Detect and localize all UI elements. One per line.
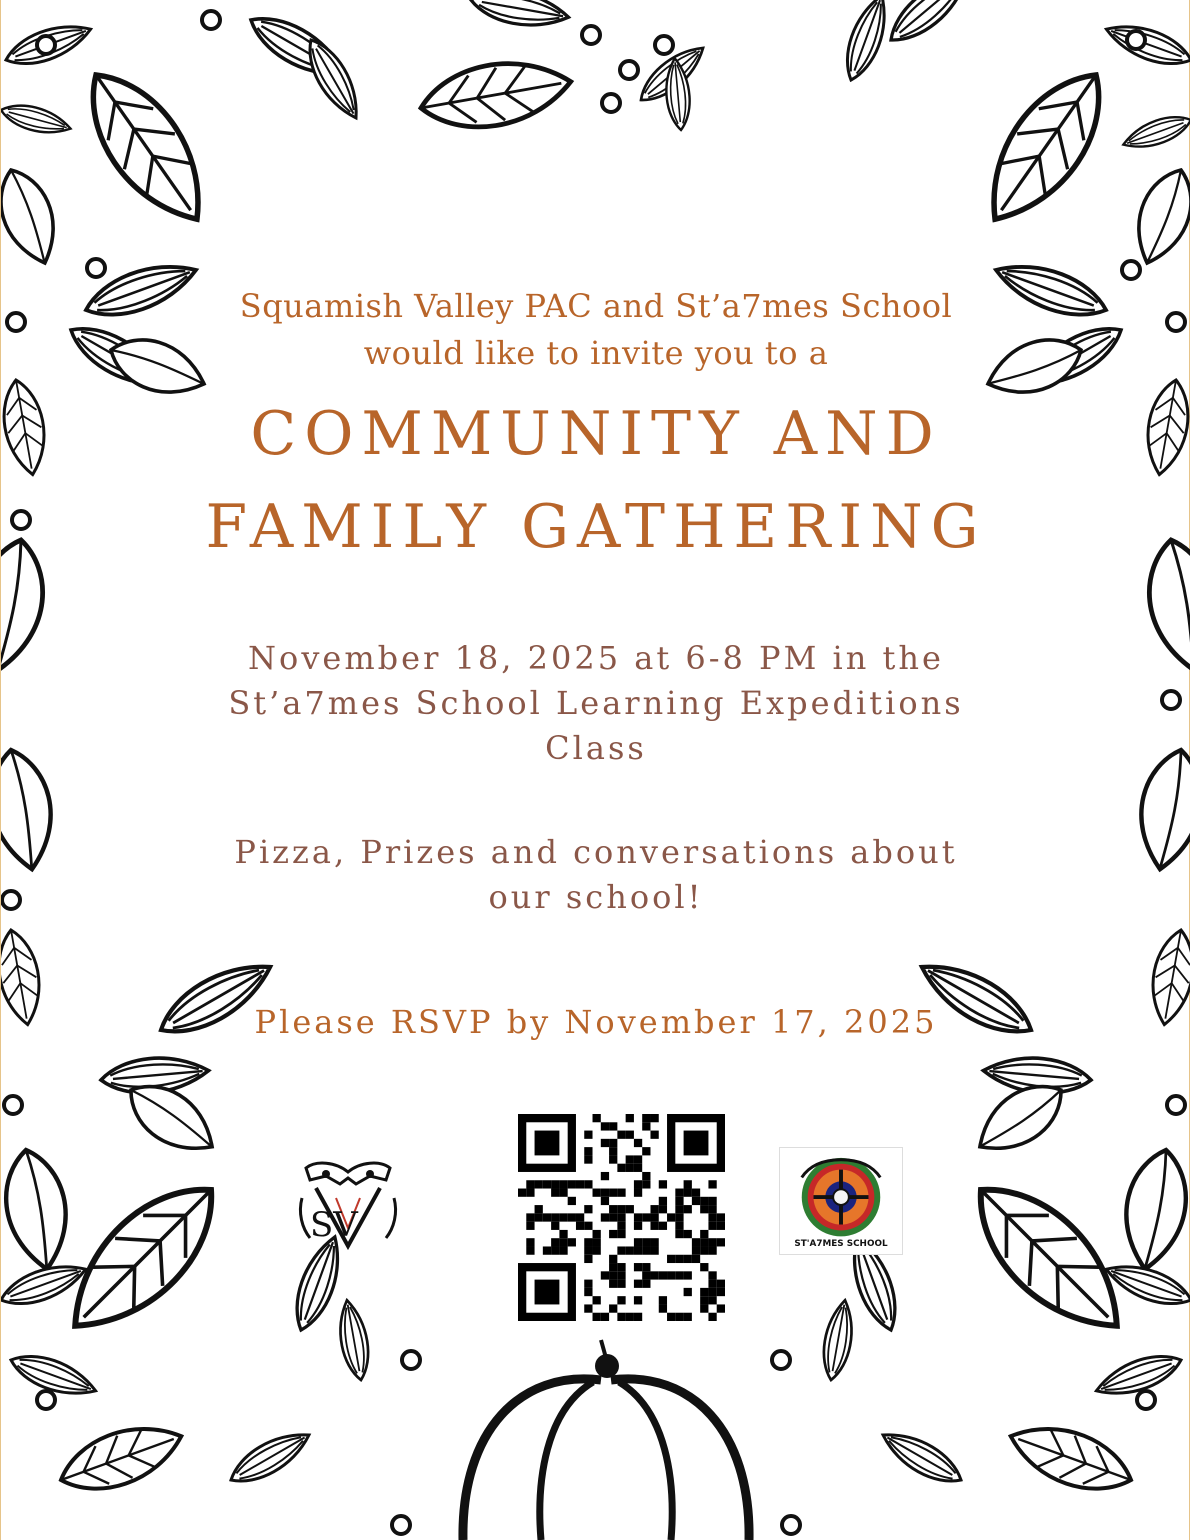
pac-logo (296, 1158, 400, 1250)
qr-module (659, 1271, 667, 1279)
intro-line-2: would like to invite you to a (363, 334, 829, 372)
qr-module (593, 1114, 601, 1122)
qr-module (626, 1155, 634, 1163)
qr-code[interactable] (518, 1114, 725, 1321)
qr-module (601, 1197, 609, 1205)
qr-module (568, 1197, 576, 1205)
qr-module (526, 1222, 534, 1230)
qr-module (526, 1189, 534, 1197)
qr-module (642, 1213, 650, 1221)
qr-module (634, 1213, 642, 1221)
qr-module (609, 1255, 617, 1263)
qr-module (634, 1180, 642, 1188)
qr-module (617, 1205, 625, 1213)
qr-module (584, 1205, 592, 1213)
qr-module (584, 1147, 592, 1155)
school-logo-text: ST'A7MES SCHOOL (794, 1239, 888, 1250)
qr-module (708, 1271, 716, 1279)
extras-line-1: Pizza, Prizes and conversations about (234, 833, 958, 871)
qr-module (601, 1172, 609, 1180)
qr-module (626, 1131, 634, 1139)
qr-module (609, 1189, 617, 1197)
qr-module (708, 1313, 716, 1321)
qr-module (559, 1213, 567, 1221)
qr-module (700, 1205, 708, 1213)
qr-module (675, 1197, 683, 1205)
qr-module (584, 1131, 592, 1139)
qr-module (518, 1189, 526, 1197)
qr-module (700, 1288, 708, 1296)
qr-module (584, 1180, 592, 1188)
qr-module (634, 1189, 642, 1197)
qr-module (617, 1222, 625, 1230)
qr-module (617, 1296, 625, 1304)
qr-module (659, 1180, 667, 1188)
qr-module (634, 1280, 642, 1288)
qr-module (650, 1114, 658, 1122)
qr-module (559, 1180, 567, 1188)
qr-module (535, 1213, 543, 1221)
qr-module (609, 1280, 617, 1288)
qr-module (634, 1238, 642, 1246)
details-line-1: November 18, 2025 at 6-8 PM in the (248, 639, 944, 677)
qr-module (659, 1197, 667, 1205)
qr-module (593, 1230, 601, 1238)
qr-module (684, 1230, 692, 1238)
qr-module (617, 1230, 625, 1238)
qr-module (708, 1180, 716, 1188)
qr-module (642, 1180, 650, 1188)
event-title (1, 388, 1190, 574)
title-line-2: FAMILY GATHERING (205, 492, 987, 562)
qr-module (667, 1313, 675, 1321)
qr-module (708, 1205, 716, 1213)
qr-module (684, 1288, 692, 1296)
qr-module (601, 1213, 609, 1221)
qr-module (717, 1304, 725, 1312)
qr-module (684, 1205, 692, 1213)
pumpkin-drawing (463, 1340, 749, 1540)
qr-module (642, 1122, 650, 1130)
qr-module (559, 1246, 567, 1254)
qr-module (700, 1197, 708, 1205)
qr-module (634, 1263, 642, 1271)
qr-module (700, 1246, 708, 1254)
qr-module (708, 1222, 716, 1230)
title-line-1: COMMUNITY AND (250, 399, 942, 469)
qr-module (584, 1288, 592, 1296)
qr-module (601, 1271, 609, 1279)
qr-module (675, 1189, 683, 1197)
qr-module (667, 1213, 675, 1221)
qr-module (642, 1114, 650, 1122)
qr-module (700, 1296, 708, 1304)
qr-module (526, 1238, 534, 1246)
qr-module (717, 1280, 725, 1288)
qr-module (584, 1304, 592, 1312)
qr-module (609, 1122, 617, 1130)
qr-module (675, 1230, 683, 1238)
qr-module (551, 1222, 559, 1230)
qr-module (650, 1222, 658, 1230)
qr-module (700, 1230, 708, 1238)
qr-module (617, 1213, 625, 1221)
qr-module (535, 1180, 543, 1188)
qr-module (543, 1180, 551, 1188)
qr-module (626, 1205, 634, 1213)
qr-module (684, 1180, 692, 1188)
qr-module (626, 1246, 634, 1254)
qr-module (535, 1280, 560, 1305)
school-logo (779, 1147, 903, 1255)
qr-module (551, 1213, 559, 1221)
qr-module (543, 1213, 551, 1221)
qr-module (601, 1139, 609, 1147)
qr-module (634, 1222, 642, 1230)
qr-module (535, 1131, 560, 1156)
qr-module (526, 1180, 534, 1188)
qr-module (642, 1172, 650, 1180)
event-extras (1, 830, 1190, 920)
qr-module (675, 1213, 683, 1221)
qr-module (717, 1222, 725, 1230)
qr-module (609, 1147, 617, 1155)
intro-text (1, 283, 1190, 377)
qr-module (634, 1164, 642, 1172)
qr-module (535, 1205, 543, 1213)
qr-module (659, 1222, 667, 1230)
qr-module (667, 1255, 675, 1263)
qr-module (617, 1189, 625, 1197)
qr-module (659, 1205, 667, 1213)
qr-module (593, 1296, 601, 1304)
qr-module (684, 1131, 709, 1156)
qr-module (642, 1271, 650, 1279)
qr-module (708, 1197, 716, 1205)
qr-module (708, 1296, 716, 1304)
qr-module (692, 1238, 700, 1246)
qr-module (617, 1271, 625, 1279)
qr-module (717, 1238, 725, 1246)
qr-module (551, 1246, 559, 1254)
qr-module (617, 1280, 625, 1288)
qr-module (551, 1238, 559, 1246)
qr-module (634, 1246, 642, 1254)
qr-module (584, 1238, 592, 1246)
qr-module (601, 1313, 609, 1321)
qr-module (593, 1238, 601, 1246)
qr-module (609, 1271, 617, 1279)
qr-module (593, 1189, 601, 1197)
qr-module (634, 1296, 642, 1304)
qr-module (559, 1238, 567, 1246)
qr-module (642, 1280, 650, 1288)
qr-module (708, 1288, 716, 1296)
qr-module (684, 1313, 692, 1321)
qr-module (526, 1246, 534, 1254)
qr-module (601, 1122, 609, 1130)
qr-module (568, 1213, 576, 1221)
qr-module (593, 1313, 601, 1321)
intro-line-1: Squamish Valley PAC and St’a7mes School (239, 287, 953, 325)
qr-module (626, 1313, 634, 1321)
qr-module (708, 1280, 716, 1288)
details-line-3: Class (545, 729, 647, 767)
qr-module (692, 1189, 700, 1197)
qr-module (684, 1255, 692, 1263)
qr-module (700, 1263, 708, 1271)
qr-module (717, 1213, 725, 1221)
qr-module (675, 1271, 683, 1279)
qr-module (650, 1271, 658, 1279)
qr-module (576, 1213, 584, 1221)
qr-module (700, 1304, 708, 1312)
qr-module (667, 1271, 675, 1279)
qr-module (717, 1288, 725, 1296)
qr-module (634, 1139, 642, 1147)
qr-module (692, 1197, 700, 1205)
qr-module (584, 1222, 592, 1230)
qr-module (659, 1296, 667, 1304)
event-details (1, 636, 1190, 771)
qr-module (584, 1255, 592, 1263)
qr-module (576, 1222, 584, 1230)
qr-module (609, 1205, 617, 1213)
qr-module (650, 1131, 658, 1139)
qr-module (584, 1155, 592, 1163)
qr-module (551, 1180, 559, 1188)
qr-module (675, 1255, 683, 1263)
qr-module (692, 1255, 700, 1263)
qr-module (617, 1164, 625, 1172)
qr-module (650, 1246, 658, 1254)
qr-module (642, 1246, 650, 1254)
qr-module (601, 1189, 609, 1197)
qr-module (617, 1313, 625, 1321)
qr-module (626, 1164, 634, 1172)
qr-module (675, 1205, 683, 1213)
qr-module (642, 1238, 650, 1246)
qr-module (708, 1246, 716, 1254)
qr-module (593, 1246, 601, 1254)
qr-module (543, 1246, 551, 1254)
details-line-2: St’a7mes School Learning Expeditions (228, 684, 964, 722)
qr-module (609, 1139, 617, 1147)
extras-line-2: our school! (488, 878, 704, 916)
qr-module (526, 1213, 534, 1221)
qr-module (617, 1131, 625, 1139)
qr-module (617, 1246, 625, 1254)
qr-module (609, 1304, 617, 1312)
qr-module (634, 1155, 642, 1163)
qr-module (609, 1213, 617, 1221)
qr-module (584, 1246, 592, 1254)
qr-module (650, 1213, 658, 1221)
qr-module (692, 1246, 700, 1254)
qr-module (642, 1147, 650, 1155)
qr-module (708, 1213, 716, 1221)
qr-module (568, 1238, 576, 1246)
qr-module (650, 1238, 658, 1246)
qr-module (700, 1238, 708, 1246)
qr-module (659, 1304, 667, 1312)
qr-module (609, 1230, 617, 1238)
qr-module (609, 1263, 617, 1271)
qr-module (634, 1313, 642, 1321)
qr-module (551, 1189, 559, 1197)
qr-module (584, 1280, 592, 1288)
qr-module (559, 1189, 567, 1197)
qr-module (568, 1180, 576, 1188)
qr-module (617, 1263, 625, 1271)
qr-module (684, 1189, 692, 1197)
qr-module (708, 1238, 716, 1246)
qr-module (559, 1230, 567, 1238)
qr-module (609, 1155, 617, 1163)
rsvp-text: Please RSVP by November 17, 2025 (254, 1003, 938, 1041)
pac-logo-letters: SV (310, 1205, 358, 1245)
qr-module (675, 1313, 683, 1321)
qr-module (650, 1205, 658, 1213)
qr-module (684, 1271, 692, 1279)
qr-module (642, 1263, 650, 1271)
qr-module (675, 1222, 683, 1230)
qr-module (626, 1114, 634, 1122)
qr-module (576, 1180, 584, 1188)
